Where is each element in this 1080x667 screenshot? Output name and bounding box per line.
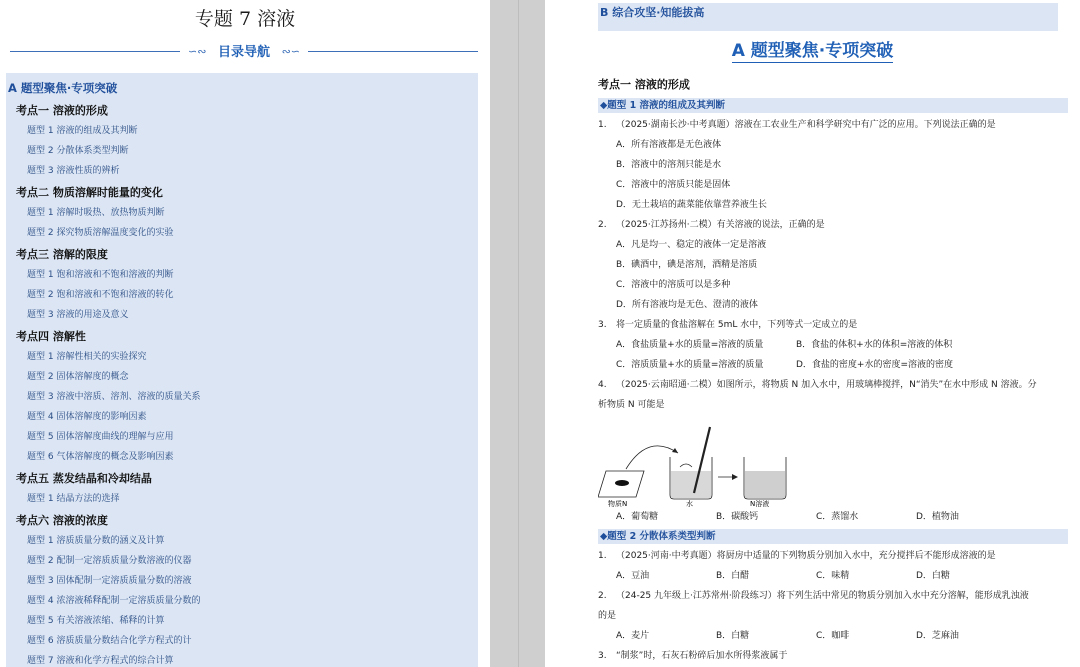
option: D．芝麻油 [916,631,959,641]
option: B．溶液中的溶剂只能是水 [616,160,722,170]
question-number: 3. [598,320,607,330]
question-text: （2025·湖南长沙·中考真题）溶液在工农业生产和科学研究中有广泛的应用。下列说法正确的是 [616,120,996,130]
toc-banner-label: 目录导航 [217,45,270,60]
stir-icon [680,464,692,467]
toc-item[interactable]: 题型 6 气体溶解度的概念及影响因素 [27,452,174,462]
option: C．咖啡 [816,631,850,641]
option: D．所有溶液均是无色、澄清的液体 [616,300,758,310]
toc-item[interactable]: 题型 3 溶液中溶质、溶剂、溶液的质量关系 [27,392,201,402]
question-stem [598,646,1068,666]
question-stem [598,375,1068,395]
toc-list [6,99,478,667]
question-type-heading: ◆题型 1 溶液的组成及其判断 [598,98,1068,113]
substance-n-icon [615,480,629,486]
question-stem [598,215,1068,235]
option: D．食盐的密度+水的密度=溶液的密度 [796,360,954,370]
solution-icon [745,471,785,498]
toc-item[interactable]: 题型 5 有关溶液浓缩、稀释的计算 [27,616,165,626]
page-edge [518,0,519,667]
toc-item[interactable]: 题型 3 溶液性质的辨析 [27,166,120,176]
dissolving-figure [598,415,1068,507]
left-page [0,0,490,667]
option: B．碳酸钙 [716,512,759,522]
toc-item[interactable]: 题型 1 结晶方法的选择 [27,494,120,504]
option: D．无土栽培的蔬菜能依靠营养液生长 [616,200,767,210]
question-text: “制浆”时，石灰石粉碎后加水所得浆液属于 [616,651,788,661]
ornament-icon: ∾∽ [281,45,300,58]
question-stem [598,546,1068,566]
toc-knowledge-point[interactable]: 考点四 溶解性 [16,330,86,343]
option: C．味精 [816,571,850,581]
right-page [545,0,1080,667]
question-number: 2. [598,591,607,601]
option-row [598,507,1068,527]
toc-item[interactable]: 题型 4 浓溶液稀释配制一定溶质质量分数的 [27,596,201,606]
toc-item[interactable]: 题型 1 溶液的组成及其判断 [27,126,138,136]
question-text: （2025·云南昭通·二模）如图所示，将物质 N 加入水中，用玻璃棒搅拌，N“消失”在水中形成 N 溶液。分 [616,380,1037,390]
toc-item[interactable]: 题型 2 探究物质溶解温度变化的实验 [27,228,174,238]
ornament-icon: ∽∾ [188,45,207,58]
question-text: （2025·河南·中考真题）将厨房中适量的下列物质分别加入水中，充分搅拌后不能形成溶液的是 [616,551,996,561]
figure-label: 水 [686,500,693,507]
page-gap [490,0,545,667]
question-text: （24-25 九年级上·江苏常州·阶段练习）将下列生活中常见的物质分别加入水中充分溶解，能形成乳浊液 [616,591,1029,601]
question-stem [598,115,1068,135]
question-stem-cont: 析物质 N 可能是 [598,400,665,410]
option: A．麦片 [616,631,650,641]
toc-knowledge-point[interactable]: 考点一 溶液的形成 [16,104,108,117]
knowledge-point-heading: 考点一 溶液的形成 [598,78,690,91]
toc-knowledge-point[interactable]: 考点二 物质溶解时能量的变化 [16,186,163,199]
water-icon [671,471,711,498]
question-stem [598,586,1068,606]
question-stem-cont: 的是 [598,611,617,621]
toc-item[interactable]: 题型 2 饱和溶液和不饱和溶液的转化 [27,290,174,300]
section-a-title-text: A 题型聚焦·专项突破 [731,41,894,61]
toc-item[interactable]: 题型 1 溶解时吸热、放热物质判断 [27,208,165,218]
toc-item[interactable]: 题型 2 分散体系类型判断 [27,146,129,156]
question-type-heading: ◆题型 2 分散体系类型判断 [598,529,1068,544]
option: C．溶质质量+水的质量=溶液的质量 [616,360,764,370]
option: A．所有溶液都是无色液体 [616,140,722,150]
question-number: 1. [598,551,607,561]
arrow-head-icon [732,474,738,480]
arrow-head-icon [672,448,678,453]
option: A．豆油 [616,571,650,581]
option: A．葡萄糖 [616,512,659,522]
toc-item[interactable]: 题型 1 饱和溶液和不饱和溶液的判断 [27,270,174,280]
option: C．溶液中的溶质可以是多种 [616,280,731,290]
toc-item[interactable]: 题型 7 溶液和化学方程式的综合计算 [27,656,174,666]
option: C．蒸馏水 [816,512,859,522]
question-number: 4. [598,380,607,390]
question-text: 将一定质量的食盐溶解在 5mL 水中，下列等式一定成立的是 [616,320,858,330]
toc-section-a[interactable]: A 题型聚焦·专项突破 [8,81,118,95]
question-content [598,74,1068,666]
toc-knowledge-point[interactable]: 考点六 溶液的浓度 [16,514,108,527]
option: D．白糖 [916,571,950,581]
toc-item[interactable]: 题型 1 溶解性相关的实验探究 [27,352,147,362]
option: B．白醋 [716,571,750,581]
toc-item[interactable]: 题型 3 溶液的用途及意义 [27,310,129,320]
toc-item[interactable]: 题型 3 固体配制一定溶质质量分数的溶液 [27,576,192,586]
option: A．凡是均一、稳定的液体一定是溶液 [616,240,767,250]
toc-item[interactable]: 题型 5 固体溶解度曲线的理解与应用 [27,432,174,442]
option-row [598,566,1068,586]
figure-label: 物质N [608,500,628,507]
option: C．溶液中的溶质只能是固体 [616,180,731,190]
option: B．碘酒中，碘是溶剂，酒精是溶质 [616,260,758,270]
option-row [598,626,1068,646]
toc-item[interactable]: 题型 1 溶质质量分数的涵义及计算 [27,536,165,546]
question-text: （2025·江苏扬州·二模）有关溶液的说法，正确的是 [616,220,825,230]
option: B．白糖 [716,631,750,641]
option-row [598,335,1068,355]
table-of-contents [6,73,478,667]
option: D．植物油 [916,512,959,522]
document-title: 专题 7 溶液 [194,8,296,30]
toc-item[interactable]: 题型 4 固体溶解度的影响因素 [27,412,147,422]
section-a-title [545,36,1080,61]
option: B．食盐的体积+水的体积=溶液的体积 [796,340,953,350]
question-number: 3. [598,651,607,661]
option: A．食盐质量+水的质量=溶液的质量 [616,340,764,350]
option-row [598,355,1068,375]
section-b-header: B 综合攻坚·知能拔高 [598,3,1058,31]
dissolving-diagram [598,415,818,507]
figure-label: N溶液 [750,500,770,507]
toc-item[interactable]: 题型 2 固体溶解度的概念 [27,372,129,382]
toc-banner [10,38,478,64]
toc-item[interactable]: 题型 2 配制一定溶质质量分数溶液的仪器 [27,556,192,566]
question-number: 2. [598,220,607,230]
toc-knowledge-point[interactable]: 考点三 溶解的限度 [16,248,108,261]
toc-knowledge-point[interactable]: 考点五 蒸发结晶和冷却结晶 [16,472,152,485]
question-number: 1. [598,120,607,130]
toc-item[interactable]: 题型 6 溶质质量分数结合化学方程式的计 [27,636,192,646]
question-stem [598,315,1068,335]
